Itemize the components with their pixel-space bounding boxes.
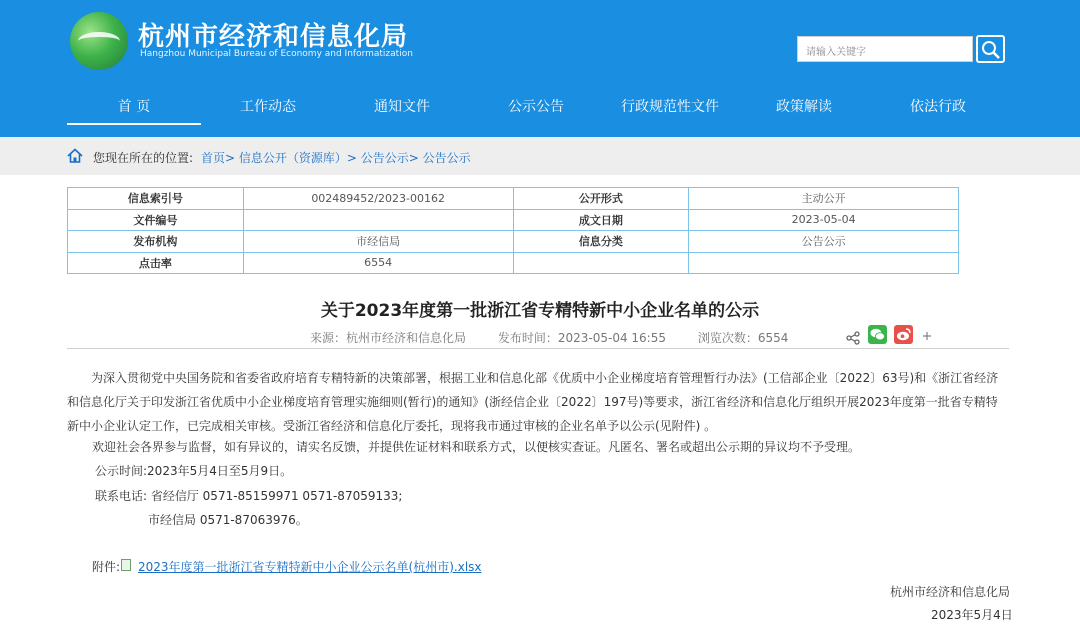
attachment-label: 附件: — [92, 560, 121, 574]
table-row — [68, 209, 959, 231]
table-value — [689, 252, 959, 274]
site-header — [0, 0, 1080, 137]
signature-date: 2023年5月4日 — [931, 608, 1013, 622]
divider — [67, 348, 1009, 349]
article-meta — [310, 329, 816, 346]
home-icon[interactable] — [67, 148, 83, 163]
table-row — [68, 252, 959, 274]
breadcrumb — [0, 137, 1080, 175]
table-row — [68, 231, 959, 253]
table-row — [68, 188, 959, 210]
table-key: 信息分类 — [513, 231, 689, 253]
table-value: 6554 — [243, 252, 513, 274]
signature-org: 杭州市经济和信息化局 — [890, 585, 1011, 599]
excel-file-icon — [121, 559, 131, 571]
site-subtitle: Hangzhou Municipal Bureau of Economy and Informatization — [140, 49, 413, 59]
nav-law-administration[interactable]: 依法行政 — [910, 99, 966, 115]
nav-notices[interactable]: 通知文件 — [374, 99, 430, 115]
attachment-link[interactable]: 2023年度第一批浙江省专精特新中小企业公示名单(杭州市).xlsx — [138, 560, 482, 574]
publicity-period: 公示时间:2023年5月4日至5月9日。 — [95, 464, 293, 478]
nav-regulations[interactable]: 行政规范性文件 — [621, 99, 719, 115]
table-key: 公开形式 — [513, 188, 689, 210]
breadcrumb-announcements[interactable]: 公告公示> — [360, 151, 419, 165]
nav-announcements[interactable]: 公示公告 — [508, 99, 564, 115]
article-views: 浏览次数：6554 — [697, 331, 789, 345]
table-key: 文件编号 — [68, 209, 244, 231]
table-value: 市经信局 — [243, 231, 513, 253]
wechat-icon[interactable] — [868, 325, 887, 344]
breadcrumb-prefix: 您现在所在的位置: — [93, 151, 194, 165]
table-value: 公告公示 — [689, 231, 959, 253]
article-paragraph: 欢迎社会各界参与监督，如有异议的，请实名反馈，并提供佐证材料和联系方式，以便核实查证。凡匿名、署名或超出公示期的异议均不予受理。 — [92, 440, 861, 454]
search-input[interactable]: 请输入关键字 — [797, 36, 973, 62]
site-title[interactable]: 杭州市经济和信息化局 — [138, 22, 409, 52]
contact-phone-city: 市经信局 0571-87063976。 — [148, 513, 308, 527]
article-published: 发布时间：2023-05-04 16:55 — [497, 331, 666, 345]
table-key: 成文日期 — [513, 209, 689, 231]
article-paragraph: 为深入贯彻党中央国务院和省委省政府培育专精特新的决策部署，根据工业和信息化部《优质中小企业梯度培育管理暂行办法》(工信部企业〔2022〕63号)和《浙江省经济和信息化厅关于印发浙江省优质中小企业梯度培育管理实施细则(暂行)的通知》(浙经信企业〔2022〕197号)等要求，浙江省经济和信息化厅组织开展2023年度第一批省专精特新中小企业认定工作，已完成相关审核。受浙江省经济和信息化厅委托，现将我市通过审核的企业名单予以公示(见附件) 。 — [67, 371, 999, 433]
table-value: 主动公开 — [689, 188, 959, 210]
contact-phone: 联系电话: 省经信厅 0571-85159971 0571-87059133; — [95, 489, 403, 503]
table-key: 点击率 — [68, 252, 244, 274]
weibo-icon[interactable] — [894, 325, 913, 344]
search-icon — [981, 40, 1001, 60]
nav-home[interactable]: 首 页 — [67, 95, 201, 125]
table-key: 发布机构 — [68, 231, 244, 253]
nav-policy-interpretation[interactable]: 政策解读 — [776, 99, 832, 115]
info-table — [67, 187, 959, 274]
main-nav — [67, 95, 1007, 127]
table-value: 002489452/2023-00162 — [243, 188, 513, 210]
breadcrumb-info-public[interactable]: 信息公开（资源库）> — [238, 151, 357, 165]
breadcrumb-home[interactable]: 首页> — [201, 151, 236, 165]
table-value: 2023-05-04 — [689, 209, 959, 231]
nav-work-news[interactable]: 工作动态 — [240, 99, 296, 115]
article-source: 来源：杭州市经济和信息化局 — [310, 331, 467, 345]
breadcrumb-current[interactable]: 公告公示 — [422, 151, 471, 165]
table-value — [243, 209, 513, 231]
search-button[interactable] — [976, 35, 1005, 63]
plus-icon[interactable] — [922, 331, 932, 341]
share-icon[interactable] — [846, 331, 860, 345]
table-key — [513, 252, 689, 274]
bureau-logo[interactable] — [70, 12, 128, 70]
article-title: 关于2023年度第一批浙江省专精特新中小企业名单的公示 — [320, 301, 760, 321]
table-key: 信息索引号 — [68, 188, 244, 210]
